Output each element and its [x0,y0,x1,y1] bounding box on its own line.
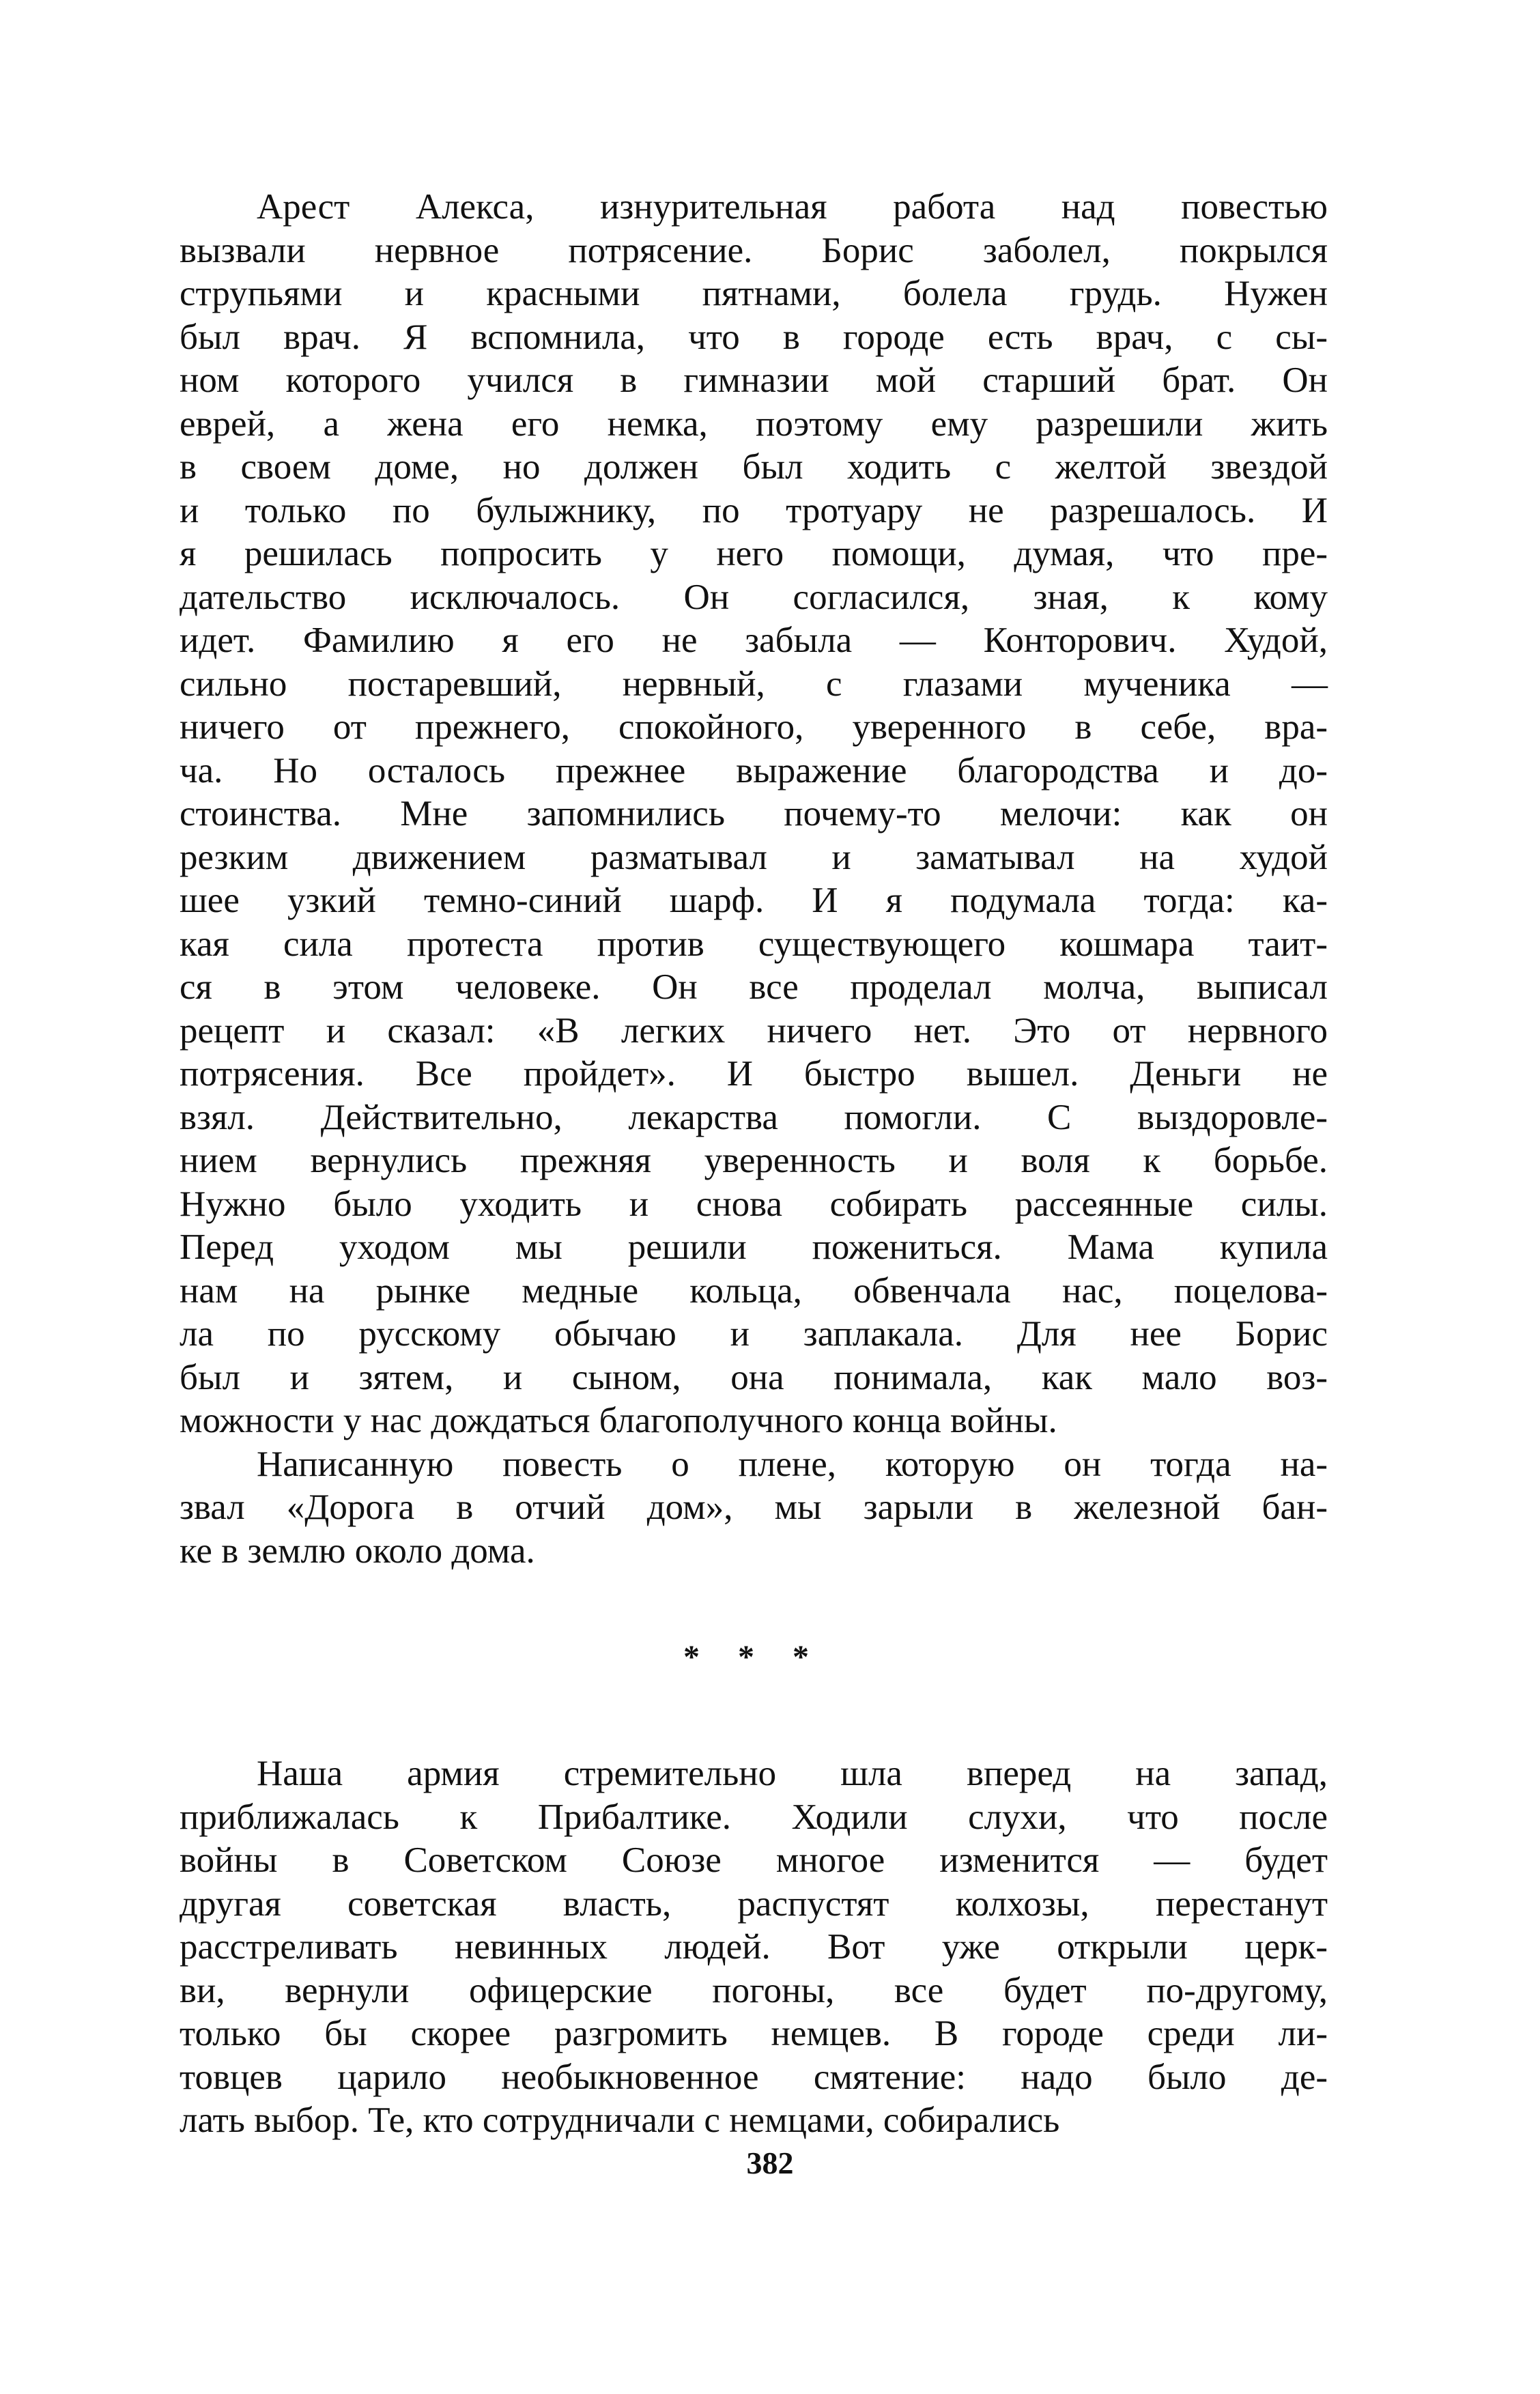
text-line: сильно постаревший, нервный, с глазами мученика — [180,664,1328,704]
text-line: был врач. Я вспомнила, что в городе есть врач, с сы- [180,317,1328,357]
text-line: можности у нас дождаться благополучного конца войны. [180,1401,1057,1440]
text-line: ке в землю около дома. [180,1530,535,1571]
paragraph-2 [180,1443,1328,1573]
text-line: шее узкий темно-синий шарф. И я подумала тогда: ка- [180,881,1328,920]
section-separator: * * * [683,1639,824,1675]
text-line: нием вернулись прежняя уверенность и воля к борьбе. [180,1141,1328,1180]
text-line: ном которого учился в гимназии мой старший брат. Он [180,360,1328,400]
paragraph-3 [180,1752,1328,2143]
text-line: ла по русскому обычаю и заплакала. Для нее Борис [180,1314,1328,1354]
text-line: идет. Фамилию я его не забыла — Конторович. Худой, [180,621,1328,660]
text-line: ся в этом человеке. Он все проделал молча, выписал [180,967,1328,1007]
text-line: потрясения. Все пройдет». И быстро вышел. Деньги не [180,1054,1328,1094]
text-line: лать выбор. Те, кто сотрудничали с немцами, собирались [180,2100,1060,2140]
text-line: был и зятем, и сыном, она понимала, как мало воз- [180,1357,1328,1397]
text-line: нам на рынке медные кольца, обвенчала нас, поцелова- [180,1270,1328,1311]
text-line: взял. Действительно, лекарства помогли. С выздоровле- [180,1097,1328,1137]
text-line: Перед уходом мы решили пожениться. Мама купила [180,1227,1328,1267]
text-line: резким движением разматывал и заматывал на худой [180,837,1328,877]
text-line: только бы скорее разгромить немцев. В городе среди ли- [180,2014,1328,2053]
page-number: 382 [746,2146,794,2180]
text-line: приближалась к Прибалтике. Ходили слухи, что после [180,1797,1328,1837]
text-line: Нужно было уходить и снова собирать рассеянные силы. [180,1184,1328,1224]
paragraph-1 [180,186,1328,1443]
text-line: рецепт и сказал: «В легких ничего нет. Это от нервного [180,1010,1328,1051]
text-line: другая советская власть, распустят колхозы, перестанут [180,1883,1328,1924]
text-line: вызвали нервное потрясение. Борис заболел, покрылся [180,230,1328,270]
text-line: стоинства. Мне запомнились почему-то мелочи: как он [180,794,1328,833]
text-line: еврей, а жена его немка, поэтому ему разрешили жить [180,403,1328,444]
page-body [180,186,1328,2143]
text-line: я решилась попросить у него помощи, думая, что пре- [180,534,1328,573]
text-line: и только по булыжнику, по тротуару не разрешалось. И [180,490,1328,530]
text-line: войны в Советском Союзе многое изменится — будет [180,1840,1328,1880]
text-line: в своем доме, но должен был ходить с желтой звездой [180,447,1328,487]
text-line: ничего от прежнего, спокойного, уверенного в себе, вра- [180,707,1328,747]
text-line: Арест Алекса, изнурительная работа над повестью [257,187,1328,227]
text-line: кая сила протеста против существующего кошмара таит- [180,924,1328,964]
text-line: товцев царило необыкновенное смятение: надо было де- [180,2057,1328,2097]
text-line: Наша армия стремительно шла вперед на запад, [257,1754,1328,1793]
text-line: Написанную повесть о плене, которую он тогда на- [257,1444,1328,1484]
text-line: струпьями и красными пятнами, болела грудь. Нужен [180,274,1328,313]
text-line: расстреливать невинных людей. Вот уже открыли церк- [180,1927,1328,1967]
text-line: ча. Но осталось прежнее выражение благородства и до- [180,750,1328,790]
text-line: дательство исключалось. Он согласился, зная, к кому [180,577,1328,617]
text-line: звал «Дорога в отчий дом», мы зарыли в железной бан- [180,1487,1328,1527]
text-line: ви, вернули офицерские погоны, все будет по-другому, [180,1970,1328,2010]
